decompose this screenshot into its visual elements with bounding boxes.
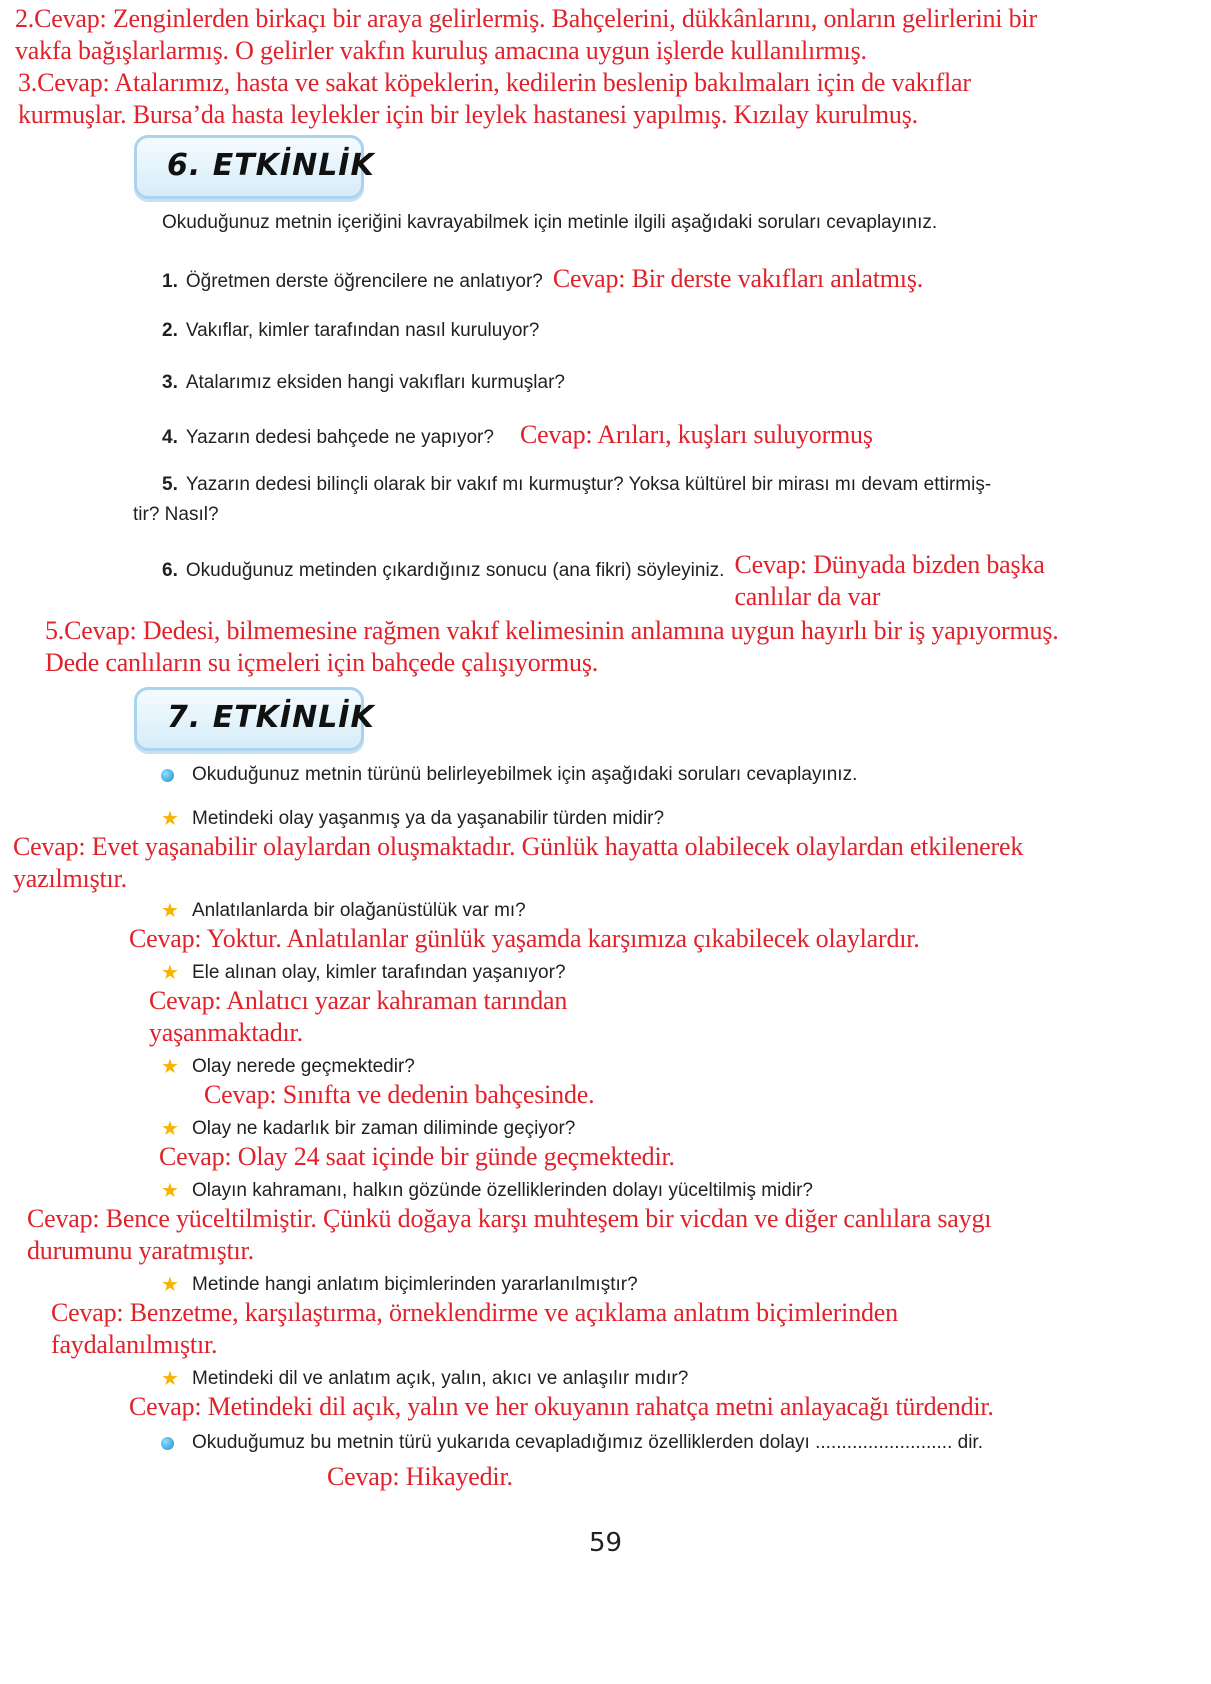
question-2: 2. Vakıflar, kimler tarafından nasıl kuruluyor? <box>162 320 540 341</box>
question-item-row <box>0 961 1211 985</box>
activity-6-intro: Okuduğunuz metnin içeriğini kavrayabilmek için metinle ilgili aşağıdaki soruları cevaplayınız. <box>162 212 938 233</box>
answer-item: Cevap: Benzetme, karşılaştırma, örneklendirme ve açıklama anlatım biçimlerinden <box>51 1298 898 1327</box>
star-icon: ★ <box>161 1056 179 1078</box>
activity-7-badge <box>134 687 375 751</box>
answer-6 <box>734 549 1052 613</box>
star-icon: ★ <box>161 1180 179 1202</box>
activity-6-title: 6. ETKİNLİK <box>167 148 375 183</box>
answer-item: yazılmıştır. <box>13 864 127 893</box>
question-item-row <box>0 807 1211 831</box>
final-question: Okuduğumuz bu metnin türü yukarıda cevapladığımız özelliklerden dolayı .......................... dir. <box>192 1432 983 1453</box>
answer-2-line2: vakfa bağışlarlarmış. O gelirler vakfın kuruluş amacına uygun işlerde kullanılırmış. <box>15 36 867 65</box>
star-icon: ★ <box>161 1368 179 1390</box>
answer-item: Cevap: Olay 24 saat içinde bir günde geçmektedir. <box>159 1142 675 1171</box>
question-item: Metinde hangi anlatım biçimlerinden yararlanılmıştır? <box>192 1274 638 1295</box>
blue-bullet-icon <box>161 1437 174 1450</box>
question-5-cont: tir? Nasıl? <box>133 504 219 525</box>
question-item-row <box>0 1179 1211 1203</box>
final-answer: Cevap: Hikayedir. <box>327 1462 513 1491</box>
question-item: Olayın kahramanı, halkın gözünde özelliklerinden dolayı yüceltilmiş midir? <box>192 1180 813 1201</box>
question-item-row <box>0 1117 1211 1141</box>
answer-item: durumunu yaratmıştır. <box>27 1236 254 1265</box>
question-1-row <box>0 263 1211 295</box>
question-3: 3. Atalarımız eksiden hangi vakıfları kurmuşlar? <box>162 372 565 393</box>
star-icon: ★ <box>161 962 179 984</box>
question-item: Olay ne kadarlık bir zaman diliminde geçiyor? <box>192 1118 576 1139</box>
activity-7-intro: Okuduğunuz metnin türünü belirleyebilmek için aşağıdaki soruları cevaplayınız. <box>192 764 858 785</box>
final-question-row <box>0 1431 1211 1455</box>
activity-6-badge <box>134 135 375 199</box>
star-icon: ★ <box>161 808 179 830</box>
question-item: Anlatılanlarda bir olağanüstülük var mı? <box>192 900 526 921</box>
question-item: Metindeki dil ve anlatım açık, yalın, akıcı ve anlaşılır mıdır? <box>192 1368 689 1389</box>
question-6-row <box>0 549 1211 613</box>
answer-1: Cevap: Bir derste vakıfları anlatmış. <box>552 264 924 293</box>
answer-item: Cevap: Bence yüceltilmiştir. Çünkü doğaya karşı muhteşem bir vicdan ve diğer canlılara saygı <box>27 1204 992 1233</box>
answer-5-line1: 5.Cevap: Dedesi, bilmemesine rağmen vakıf kelimesinin anlamına uygun hayırlı bir iş yapıyormuş. <box>45 616 1059 645</box>
answer-item: Cevap: Metindeki dil açık, yalın ve her okuyanın rahatça metni anlayacağı türdendir. <box>129 1392 994 1421</box>
question-item-row <box>0 1273 1211 1297</box>
answer-2-line1: 2.Cevap: Zenginlerden birkaçı bir araya gelirlermiş. Bahçelerini, dükkânlarını, onların gelirlerini bir <box>15 4 1037 33</box>
question-5: 5. Yazarın dedesi bilinçli olarak bir vakıf mı kurmuştur? Yoksa kültürel bir mirası mı devam ettirmiş- <box>162 474 992 495</box>
question-item-row <box>0 1367 1211 1391</box>
answer-item: Cevap: Sınıfta ve dedenin bahçesinde. <box>204 1080 595 1109</box>
question-item-row <box>0 899 1211 923</box>
question-item: Olay nerede geçmektedir? <box>192 1056 415 1077</box>
answer-item: faydalanılmıştır. <box>51 1330 218 1359</box>
question-item-row <box>0 1055 1211 1079</box>
answer-item: Cevap: Yoktur. Anlatılanlar günlük yaşamda karşımıza çıkabilecek olaylardır. <box>129 924 920 953</box>
answer-item: yaşanmaktadır. <box>149 1018 303 1047</box>
question-1: 1. Öğretmen derste öğrencilere ne anlatıyor? <box>162 271 543 292</box>
star-icon: ★ <box>161 1118 179 1140</box>
activity-7-title: 7. ETKİNLİK <box>167 700 375 735</box>
answer-3-line2: kurmuşlar. Bursa’da hasta leylekler için bir leylek hastanesi yapılmış. Kızılay kurulmuş. <box>18 100 918 129</box>
question-4: 4. Yazarın dedesi bahçede ne yapıyor? <box>162 427 494 448</box>
question-item: Ele alınan olay, kimler tarafından yaşanıyor? <box>192 962 566 983</box>
answer-item: Cevap: Anlatıcı yazar kahraman tarından <box>149 986 568 1015</box>
answer-4: Cevap: Arıları, kuşları suluyormuş <box>519 420 873 449</box>
page-number: 59 <box>589 1528 623 1558</box>
answer-item: Cevap: Evet yaşanabilir olaylardan oluşmaktadır. Günlük hayatta olabilecek olaylardan etkilenerek <box>13 832 1024 861</box>
question-item: Metindeki olay yaşanmış ya da yaşanabilir türden midir? <box>192 808 665 829</box>
activity-7-intro-row <box>0 763 1211 787</box>
question-6: 6. Okuduğunuz metinden çıkardığınız sonucu (ana fikri) söyleyiniz. <box>162 560 725 581</box>
question-4-row <box>0 419 1211 451</box>
star-icon: ★ <box>161 900 179 922</box>
answer-6-line1: Cevap: Dünyada bizden başka <box>734 550 1045 579</box>
answer-6-line2: canlılar da var <box>734 582 881 611</box>
star-icon: ★ <box>161 1274 179 1296</box>
answer-3-line1: 3.Cevap: Atalarımız, hasta ve sakat köpeklerin, kedilerin beslenip bakılmaları için de vakıflar <box>18 68 971 97</box>
blue-bullet-icon <box>161 769 174 782</box>
answer-5-line2: Dede canlıların su içmeleri için bahçede çalışıyormuş. <box>45 648 599 677</box>
